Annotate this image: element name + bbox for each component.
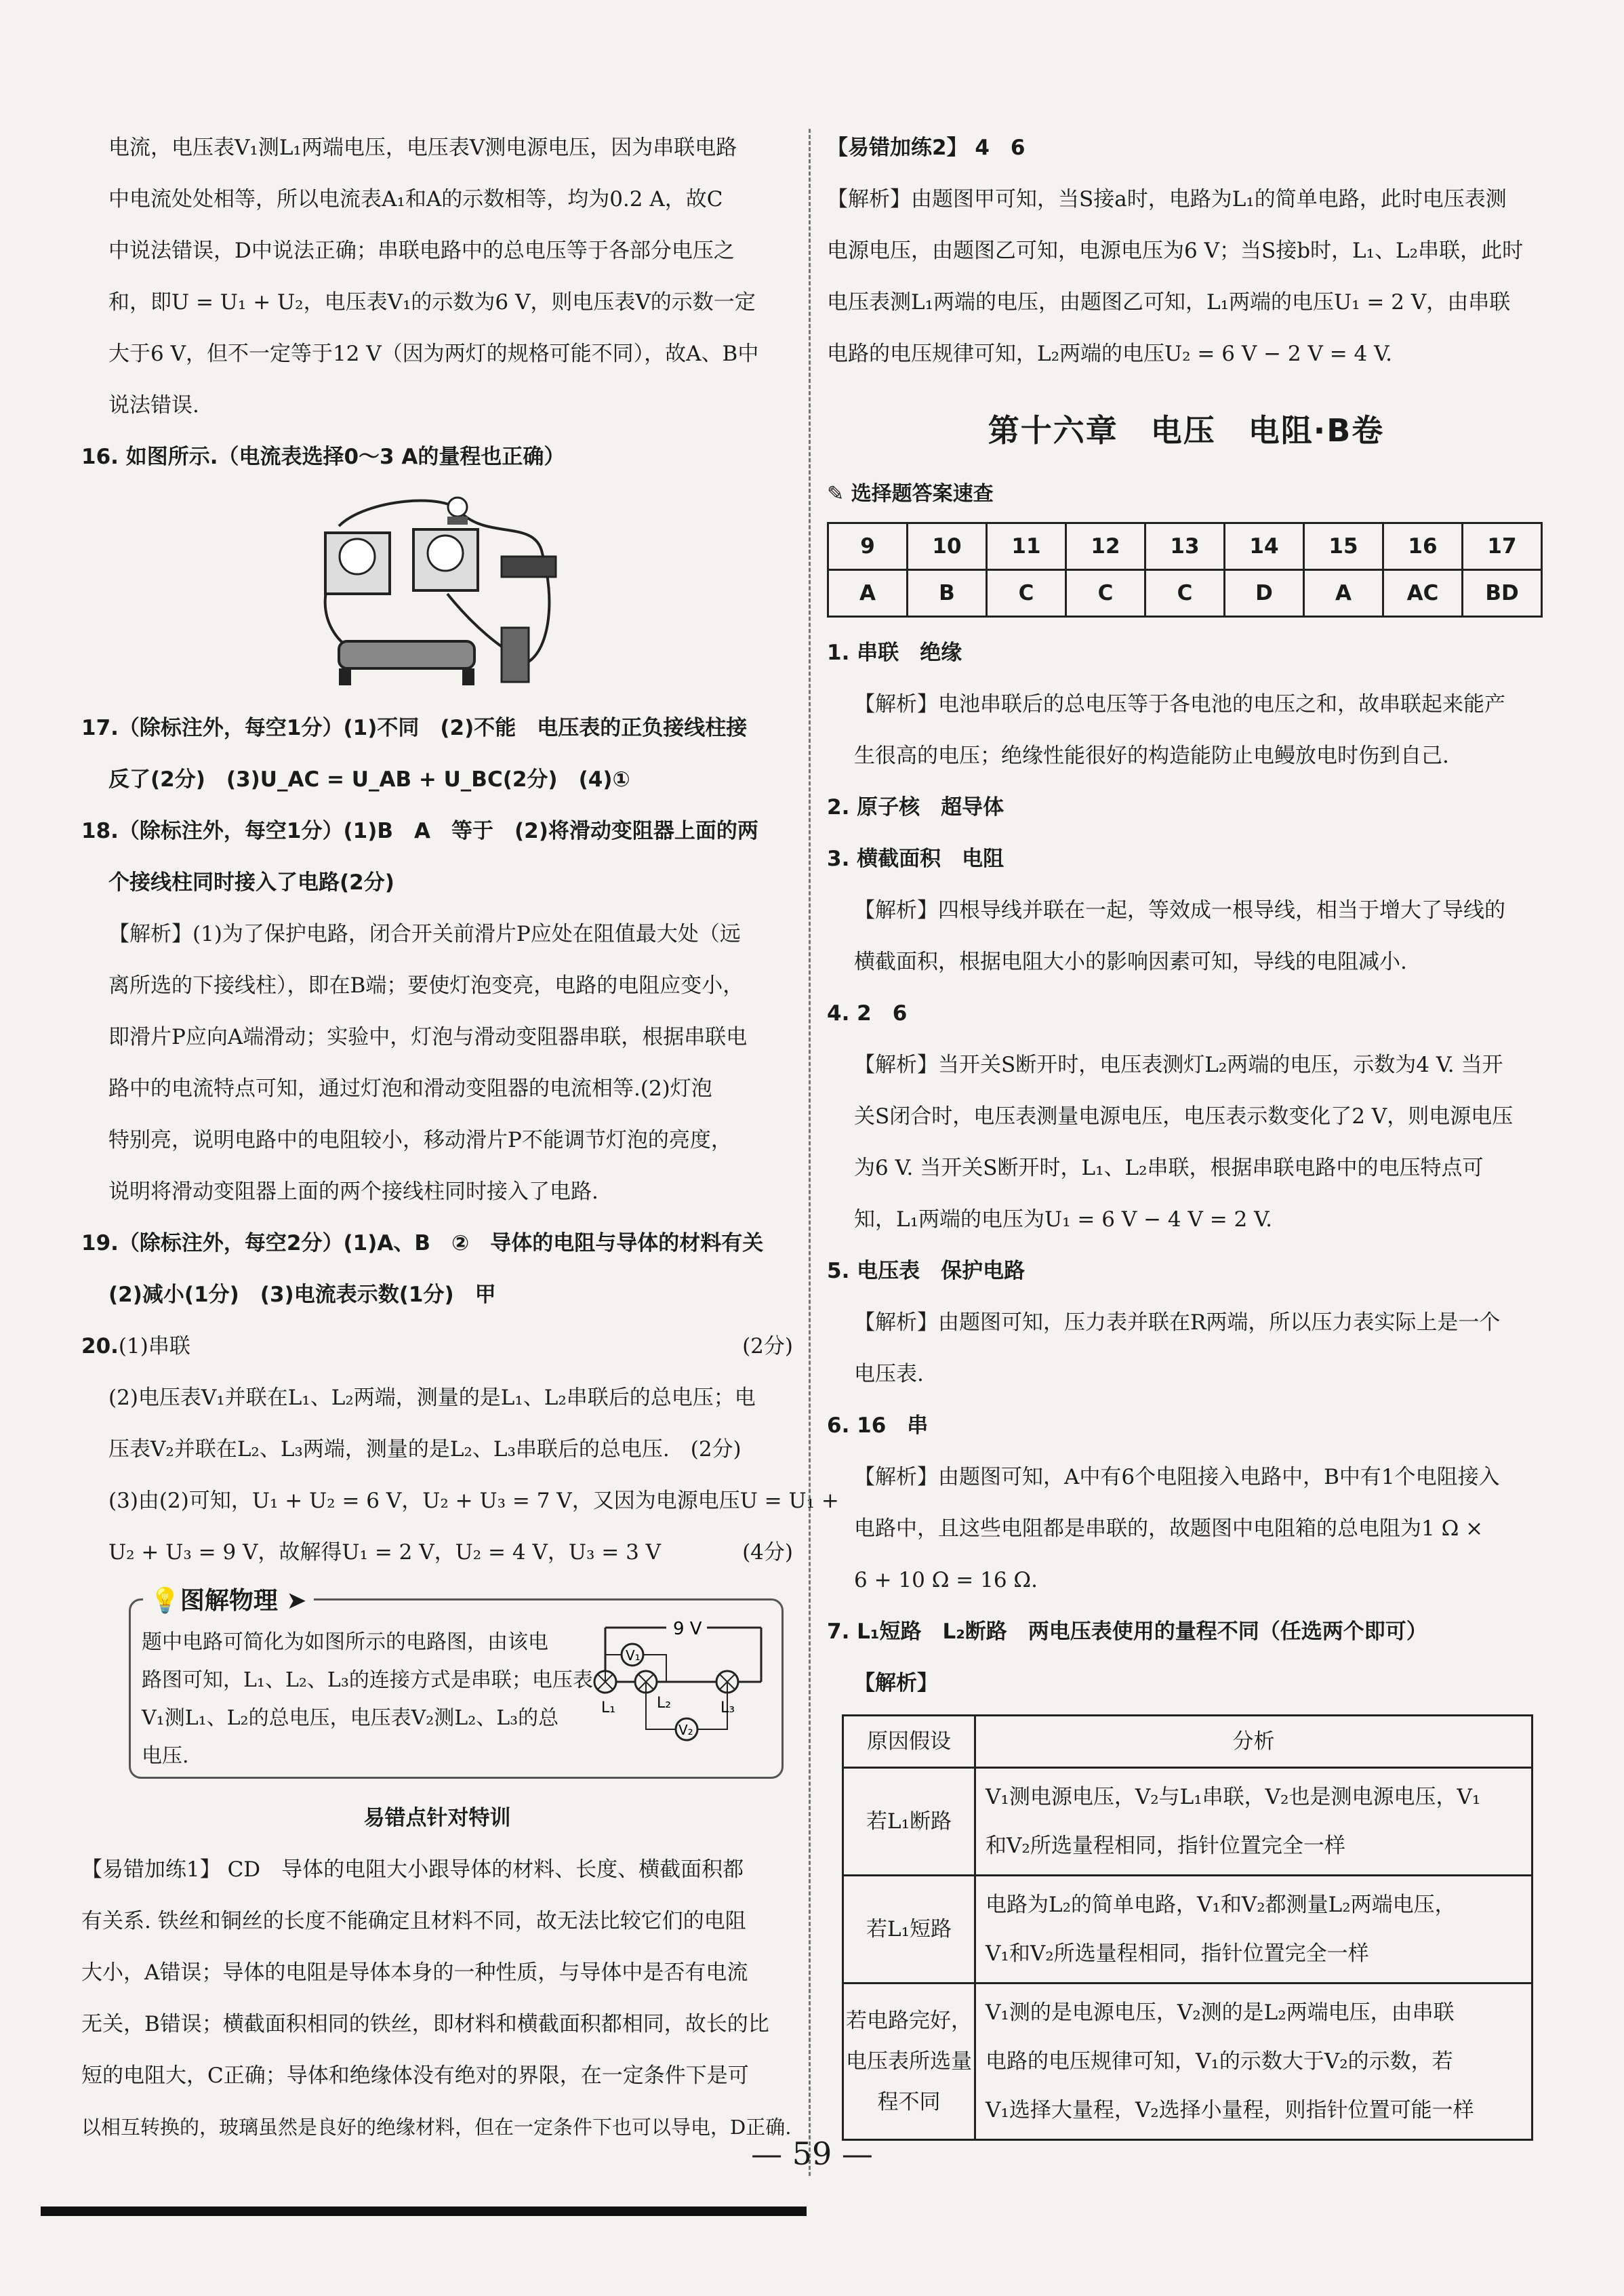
text-line: 有关系. 铁丝和铜丝的长度不能确定且材料不同，故无法比较它们的电阻 <box>81 1909 746 1933</box>
answer-letter: A <box>828 570 908 617</box>
text-line: 大小，A错误；导体的电阻是导体本身的一种性质，与导体中是否有电流 <box>81 1960 748 1985</box>
text-line: 电路中，且这些电阻都是串联的，故题图中电阻箱的总电阻为1 Ω × <box>854 1516 1484 1541</box>
text-line: 离所选的下接线柱），即在B端；要使灯泡变亮，电路的电阻应变小， <box>108 973 744 998</box>
text-line: 知，L₁两端的电压为U₁ = 6 V − 4 V = 2 V. <box>854 1207 1272 1232</box>
text-line: V₁选择大量程，V₂选择小量程，则指针位置可能一样 <box>986 2098 1474 2122</box>
answer-letter: AC <box>1383 570 1463 617</box>
text-line: 电流，电压表V₁测L₁两端电压，电压表V测电源电压，因为串联电路 <box>108 136 737 160</box>
answer-table <box>827 522 1543 618</box>
text-line: 【易错加练1】 CD 导体的电阻大小跟导体的材料、长度、横截面积都 <box>81 1857 744 1882</box>
text-line: 即滑片P应向A端滑动；实验中，灯泡与滑动变阻器串联，根据串联电 <box>108 1025 748 1049</box>
q17-line1: 17.（除标注外，每空1分）(1)不同 (2)不能 电压表的正负接线柱接 <box>81 716 748 740</box>
text-line: 6 + 10 Ω = 16 Ω. <box>854 1568 1038 1592</box>
circuit-wiring-figure <box>312 492 583 689</box>
text-line: V₁测L₁、L₂的总电压，电压表V₂测L₂、L₃的总 <box>142 1706 559 1730</box>
bulb-icon <box>448 498 467 517</box>
text-line: 路中的电流特点可知，通过灯泡和滑动变阻器的电流相等.(2)灯泡 <box>108 1076 712 1101</box>
header-cell: 原因假设 <box>843 1716 975 1768</box>
answer-number: 9 <box>828 523 908 570</box>
q18-line2: 个接线柱同时接入了电路(2分) <box>108 870 394 895</box>
table-row <box>843 1768 1532 1876</box>
text-line: V₁测电源电压，V₂与L₁串联，V₂也是测电源电压，V₁ <box>986 1785 1481 1809</box>
text-line: 电路为L₂的简单电路，V₁和V₂都测量L₂两端电压， <box>986 1893 1456 1917</box>
text-line: 中电流处处相等，所以电流表A₁和A的示数相等，均为0.2 A，故C <box>108 187 723 212</box>
text-line: 题中电路可简化为如图所示的电路图，由该电 <box>142 1630 548 1654</box>
easy-mistake-1 <box>81 1844 793 2153</box>
v2-label: V₂ <box>678 1722 693 1738</box>
answer-number: 10 <box>908 523 987 570</box>
a7-analysis-label: 【解析】 <box>854 1671 938 1695</box>
a6-heading: 6. 16 串 <box>827 1413 929 1438</box>
text-line: 说法错误. <box>108 393 199 418</box>
cause-cell: 若L₁短路 <box>843 1876 975 1983</box>
cause-cell: 若L₁断路 <box>843 1768 975 1876</box>
text-line: 说明将滑动变阻器上面的两个接线柱同时接入了电路. <box>108 1180 598 1204</box>
q20-part3-line1: (3)由(2)可知，U₁ + U₂ = 6 V，U₂ + U₃ = 7 V，又因为电源电压U = U₁ + <box>108 1489 839 1513</box>
answer-letter: C <box>1066 570 1145 617</box>
pencil-icon: ✎ <box>827 482 851 506</box>
text-line: 横截面积，根据电阻大小的影响因素可知，导线的电阻减小. <box>854 950 1407 974</box>
rheostat-icon <box>339 641 474 668</box>
a2-heading: 2. 原子核 超导体 <box>827 795 1004 820</box>
a7-heading: 7. L₁短路 L₂断路 两电压表使用的量程不同（任选两个即可） <box>827 1619 1427 1644</box>
v1-label: V₁ <box>626 1647 641 1664</box>
analysis-cell <box>975 1983 1532 2140</box>
arrow-icon: ➤ <box>277 1587 307 1615</box>
battery-icon <box>502 628 529 682</box>
text-line: 电源电压，由题图乙可知，电源电压为6 V；当S接b时，L₁、L₂串联，此时 <box>827 239 1524 263</box>
text-line: 无关，B错误；横截面积相同的铁丝，即材料和横截面积都相同，故长的比 <box>81 2012 769 2036</box>
text-line: 【解析】由题图可知，压力表并联在R两端，所以压力表实际上是一个 <box>854 1310 1501 1335</box>
l2-label: L₂ <box>657 1695 672 1712</box>
answer-number: 16 <box>1383 523 1463 570</box>
answer-number: 13 <box>1145 523 1225 570</box>
answer-letter: C <box>987 570 1066 617</box>
text-line: 特别亮，说明电路中的电阻较小，移动滑片P不能调节灯泡的亮度， <box>108 1128 732 1152</box>
text-line: 电路的电压规律可知，V₁的示数大于V₂的示数，若 <box>986 2049 1453 2074</box>
a5-heading: 5. 电压表 保护电路 <box>827 1259 1026 1283</box>
q20-part3-score: (4分) <box>742 1540 793 1565</box>
text-line: 和V₂所选量程相同，指针位置完全一样 <box>986 1834 1345 1858</box>
text-line: V₁和V₂所选量程相同，指针位置完全一样 <box>986 1941 1369 1966</box>
special-training-title: 易错点针对特训 <box>363 1806 511 1830</box>
text-line: 【解析】电池串联后的总电压等于各电池的电压之和，故串联起来能产 <box>854 692 1505 717</box>
answer-numbers-row <box>828 523 1542 570</box>
text-line: 电路的电压规律可知，L₂两端的电压U₂ = 6 V − 2 V = 4 V. <box>827 342 1392 366</box>
easy-mistake-2-heading: 【易错加练2】 4 6 <box>827 136 1026 160</box>
table-row <box>843 1876 1532 1983</box>
q20-part2-line2: 压表V₂并联在L₂、L₃两端，测量的是L₂、L₃串联后的总电压. (2分) <box>108 1437 742 1462</box>
cause-cell: 若电路完好，电压表所选量程不同 <box>843 1983 975 2140</box>
text-line: 大于6 V，但不一定等于12 V（因为两灯的规格可能不同），故A、B中 <box>108 342 759 366</box>
text-line: 【解析】(1)为了保护电路，闭合开关前滑片P应处在阻值最大处（远 <box>108 922 741 946</box>
answer-number: 15 <box>1304 523 1383 570</box>
q20-part1-score: (2分) <box>742 1334 793 1358</box>
q20-part1: (1)串联 <box>118 1334 190 1358</box>
l1-label: L₁ <box>601 1699 616 1716</box>
right-column <box>827 122 1545 2141</box>
analysis-cell <box>975 1876 1532 1983</box>
switch-icon <box>502 557 556 577</box>
answer-number: 17 <box>1463 523 1542 570</box>
text-line: 【解析】由题图可知，A中有6个电阻接入电路中，B中有1个电阻接入 <box>854 1465 1500 1489</box>
text-line: 路图可知，L₁、L₂、L₃的连接方式是串联；电压表 <box>142 1668 593 1692</box>
q18-analysis <box>81 908 793 1217</box>
a3-heading: 3. 横截面积 电阻 <box>827 847 1004 871</box>
answer-number: 11 <box>987 523 1066 570</box>
analysis-cell <box>975 1768 1532 1876</box>
q20-number: 20. <box>81 1334 119 1358</box>
q20-part3-line2: U₂ + U₃ = 9 V，故解得U₁ = 2 V，U₂ = 4 V，U₃ = 3 V <box>108 1540 662 1565</box>
q17-line2: 反了(2分) (3)U_AC = U_AB + U_BC(2分) (4)① <box>108 767 630 792</box>
chapter-title: 第十六章 电压 电阻·B卷 <box>988 412 1385 449</box>
analysis-header-row <box>843 1716 1532 1768</box>
answer-letters-row <box>828 570 1542 617</box>
text-line: 【解析】当开关S断开时，电压表测灯L₂两端的电压，示数为4 V. 当开 <box>854 1053 1503 1077</box>
column-divider <box>809 129 811 2176</box>
text-line: V₁测的是电源电压，V₂测的是L₂两端电压，由串联 <box>986 2000 1455 2025</box>
answer-letter: A <box>1304 570 1383 617</box>
answer-number: 12 <box>1066 523 1145 570</box>
text-line: 和，即U = U₁ + U₂，电压表V₁的示数为6 V，则电压表V的示数一定 <box>108 290 756 315</box>
illustrated-physics-box <box>129 1587 784 1779</box>
text-line: 电压表. <box>854 1362 924 1386</box>
q20 <box>81 1321 839 1578</box>
q19-line1: 19.（除标注外，每空2分）(1)A、B ② 导体的电阻与导体的材料有关 <box>81 1231 764 1255</box>
q15-continuation <box>81 122 793 431</box>
q18-line1: 18.（除标注外，每空1分）(1)B A 等于 (2)将滑动变阻器上面的两 <box>81 819 758 843</box>
bottom-rule <box>41 2207 807 2216</box>
text-line: 为6 V. 当开关S断开时，L₁、L₂串联，根据串联电路中的电压特点可 <box>854 1156 1484 1180</box>
answer-letter: BD <box>1463 570 1542 617</box>
text-line: 以相互转换的，玻璃虽然是良好的绝缘材料，但在一定条件下也可以导电，D正确. <box>81 2116 792 2139</box>
a4-heading: 4. 2 6 <box>827 1001 908 1026</box>
text-line: 生很高的电压；绝缘性能很好的构造能防止电鳗放电时伤到自己. <box>854 744 1449 768</box>
text-line: 【解析】由题图甲可知，当S接a时，电路为L₁的简单电路，此时电压表测 <box>827 187 1507 212</box>
q20-part2-line1: (2)电压表V₁并联在L₁、L₂两端，测量的是L₁、L₂串联后的总电压；电 <box>108 1386 756 1410</box>
l3-label: L₃ <box>720 1699 735 1716</box>
text-line: 短的电阻大，C正确；导体和绝缘体没有绝对的界限，在一定条件下是可 <box>81 2063 749 2088</box>
supply-voltage-label: 9 V <box>673 1619 702 1639</box>
answer-number: 14 <box>1225 523 1304 570</box>
lightbulb-icon: 💡 <box>150 1587 180 1615</box>
box-text <box>142 1624 593 1775</box>
text-line: 关S闭合时，电压表测量电源电压，电压表示数变化了2 V，则电源电压 <box>854 1104 1514 1129</box>
quick-answer-heading: ✎ 选择题答案速查 <box>827 482 994 506</box>
answer-letter: C <box>1145 570 1225 617</box>
text-line: 电压. <box>142 1744 189 1768</box>
a1-heading: 1. 串联 绝缘 <box>827 641 962 665</box>
text-line: 中说法错误，D中说法正确；串联电路中的总电压等于各部分电压之 <box>108 239 735 263</box>
q19-line2: (2)减小(1分) (3)电流表示数(1分) 甲 <box>108 1283 496 1307</box>
left-column <box>81 122 839 2153</box>
table-row <box>843 1983 1532 2140</box>
series-circuit-diagram <box>592 1614 775 1763</box>
q16-heading: 16. 如图所示.（电流表选择0～3 A的量程也正确） <box>81 445 565 469</box>
text-line: 电压表测L₁两端的电压，由题图乙可知，L₁两端的电压U₁ = 2 V，由串联 <box>827 290 1511 315</box>
page-number: — 59 — <box>751 2135 873 2172</box>
box-title: 💡图解物理 ➤ <box>143 1582 314 1616</box>
analysis-table <box>842 1714 1533 2141</box>
answer-letter: D <box>1225 570 1304 617</box>
easy-mistake-2-analysis <box>827 174 1545 380</box>
answer-letter: B <box>908 570 987 617</box>
text-line: 【解析】四根导线并联在一起，等效成一根导线，相当于增大了导线的 <box>854 898 1505 923</box>
header-cell: 分析 <box>975 1716 1532 1768</box>
